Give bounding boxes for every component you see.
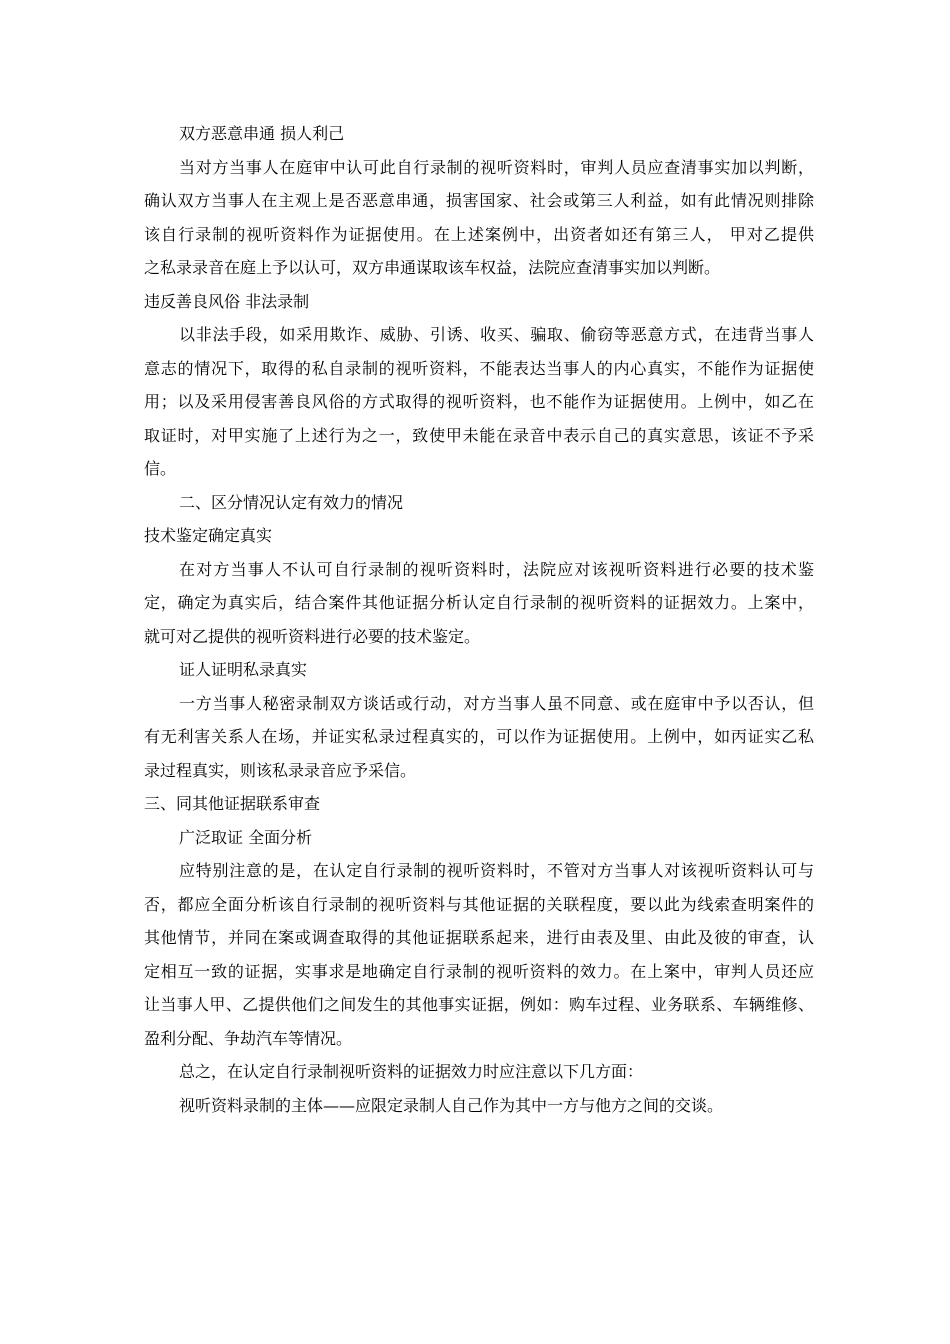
text-line: 在对方当事人不认可自行录制的视听资料时，法院应对该视听资料进行必要的技术鉴: [179, 559, 814, 579]
text-line: 视听资料录制的主体——应限定录制人自己作为其中一方与他方之间的交谈。: [179, 1095, 724, 1115]
text-line: 技术鉴定确定真实: [144, 526, 273, 545]
text-line: 否，都应全面分析该自行录制的视听资料与其他证据的关联程度，要以此为线索查明案件的: [144, 894, 814, 914]
text-line: 证人证明私录真实: [179, 660, 308, 679]
text-line: 违反善良风俗 非法录制: [144, 291, 310, 311]
text-line: 其他情节，并同在案或调查取得的其他证据联系起来，进行由表及里、由此及彼的审查，认: [144, 928, 814, 947]
text-line: 就可对乙提供的视听资料进行必要的技术鉴定。: [144, 626, 481, 646]
text-line: 总之，在认定自行录制视听资料的证据效力时应注意以下几方面：: [179, 1062, 644, 1081]
text-line: 双方恶意串通 损人利己: [179, 124, 345, 143]
text-line: 三、同其他证据联系审查: [144, 794, 321, 813]
text-line: 录过程真实，则该私录录音应予采信。: [144, 760, 417, 780]
text-line: 有无利害关系人在场，并证实私录过程真实的，可以作为证据使用。上例中，如丙证实乙私: [144, 727, 814, 746]
text-line: 让当事人甲、乙提供他们之间发生的其他事实证据，例如：购车过程、业务联系、车辆维修、: [144, 995, 814, 1014]
text-line: 二、区分情况认定有效力的情况: [179, 492, 404, 512]
text-line: 取证时，对甲实施了上述行为之一，致使甲未能在录音中表示自己的真实意思，该证不予采: [144, 425, 814, 445]
text-line: 确认双方当事人在主观上是否恶意串通，损害国家、社会或第三人利益，如有此情况则排除: [144, 191, 814, 210]
text-line: 之私录录音在庭上予以认可，双方串通谋取该车权益，法院应查清事实加以判断。: [144, 258, 721, 277]
text-line: 定，确定为真实后，结合案件其他证据分析认定自行录制的视听资料的证据效力。上案中，: [144, 593, 814, 612]
text-line: 广泛取证 全面分析: [179, 827, 313, 847]
text-line: 盈利分配、争劫汽车等情况。: [144, 1028, 353, 1048]
text-line: 定相互一致的证据，实事求是地确定自行录制的视听资料的效力。在上案中，审判人员还应: [144, 961, 814, 981]
text-line: 以非法手段，如采用欺诈、威胁、引诱、收买、骗取、偷窃等恶意方式，在违背当事人: [179, 325, 814, 344]
text-line: 应特别注意的是，在认定自行录制的视听资料时，不管对方当事人对该视听资料认可与: [179, 861, 814, 880]
document-body: [144, 117, 814, 1122]
text-line: 一方当事人秘密录制双方谈话或行动，对方当事人虽不同意、或在庭审中予以否认，但: [179, 693, 814, 713]
text-line: 当对方当事人在庭审中认可此自行录制的视听资料时，审判人员应查清事实加以判断，: [179, 157, 814, 177]
text-line: 该自行录制的视听资料作为证据使用。在上述案例中，出资者如还有第三人， 甲对乙提供: [144, 224, 814, 244]
text-line: 信。: [144, 459, 177, 478]
text-line: 意志的情况下，取得的私自录制的视听资料，不能表达当事人的内心真实，不能作为证据使: [144, 358, 814, 378]
text-line: 用；以及采用侵害善良风俗的方式取得的视听资料，也不能作为证据使用。上例中，如乙在: [144, 392, 814, 411]
